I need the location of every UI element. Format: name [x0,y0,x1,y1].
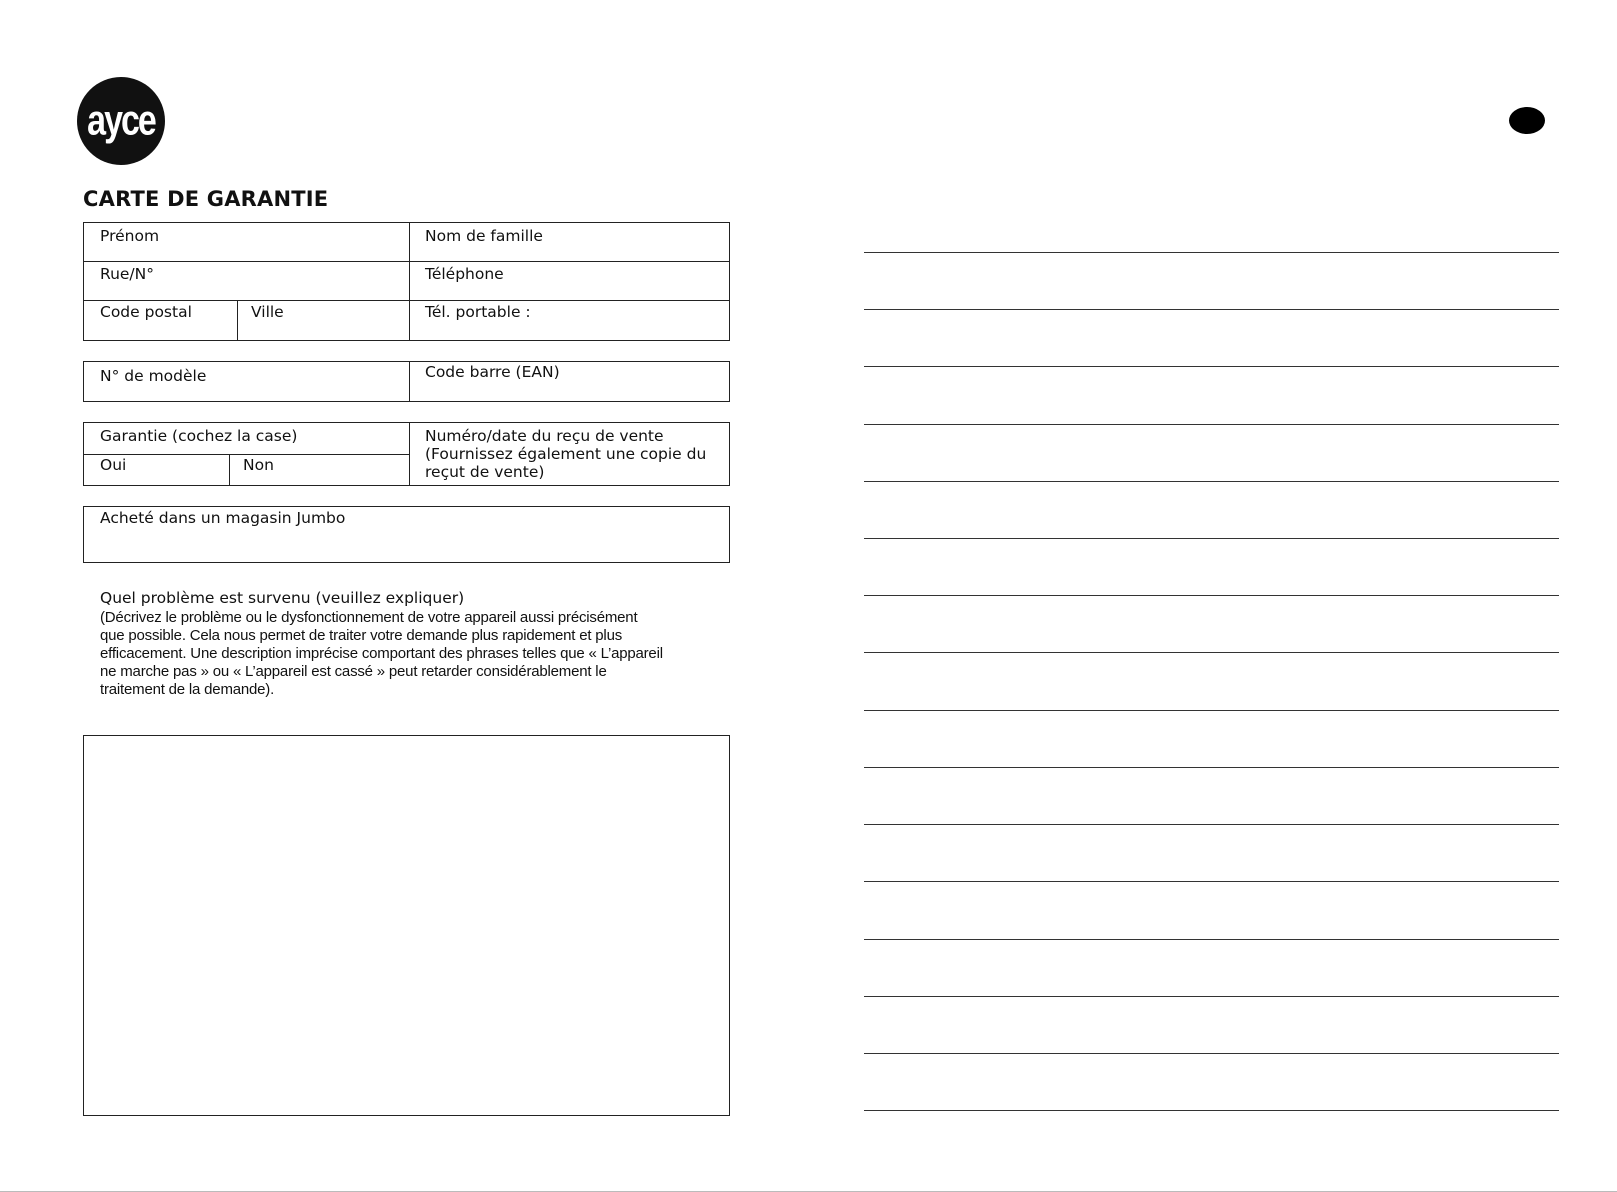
problem-title: Quel problème est survenu (veuillez expliquer) [100,589,465,607]
writing-line[interactable] [864,710,1559,711]
personal-info-table [83,222,730,341]
writing-line[interactable] [864,767,1559,768]
postal-code-field[interactable]: Code postal [100,303,192,321]
writing-line[interactable] [864,824,1559,825]
receipt-label-line2: (Fournissez également une copie du [425,445,707,463]
problem-description [100,609,720,699]
writing-line[interactable] [864,366,1559,367]
writing-line[interactable] [864,309,1559,310]
receipt-field[interactable] [425,427,706,481]
mobile-field[interactable]: Tél. portable : [425,303,531,321]
receipt-label-line3: reçut de vente) [425,463,545,481]
writing-line[interactable] [864,424,1559,425]
page-title: CARTE DE GARANTIE [83,187,329,211]
writing-line[interactable] [864,481,1559,482]
first-name-field[interactable]: Prénom [100,227,160,245]
receipt-label-line1: Numéro/date du reçu de vente [425,427,664,445]
barcode-field[interactable]: Code barre (EAN) [425,363,560,381]
problem-description-line: que possible. Cela nous permet de traiter votre demande plus rapidement et plus [100,627,623,644]
writing-line[interactable] [864,996,1559,997]
writing-line[interactable] [864,1053,1559,1054]
problem-description-line: ne marche pas » ou « L’appareil est cassé » peut retarder considérablement le [100,663,607,680]
writing-line[interactable] [864,538,1559,539]
warranty-no-checkbox[interactable]: Non [243,456,274,474]
store-field[interactable]: Acheté dans un magasin Jumbo [100,509,346,527]
writing-line[interactable] [864,252,1559,253]
logo-text: ayce [87,96,155,145]
problem-description-line: traitement de la demande). [100,681,275,698]
writing-line[interactable] [864,939,1559,940]
black-dot-marker [1509,107,1545,134]
problem-text-area[interactable] [83,735,730,1116]
last-name-field[interactable]: Nom de famille [425,227,543,245]
model-number-field[interactable]: N° de modèle [100,367,207,385]
ayce-logo [77,77,165,165]
city-field[interactable]: Ville [251,303,284,321]
writing-line[interactable] [864,881,1559,882]
writing-line[interactable] [864,1110,1559,1111]
warranty-yes-checkbox[interactable]: Oui [100,456,127,474]
street-field[interactable]: Rue/N° [100,265,155,283]
writing-line[interactable] [864,652,1559,653]
problem-description-line: (Décrivez le problème ou le dysfonctionnement de votre appareil aussi précisément [100,609,638,626]
writing-line[interactable] [864,595,1559,596]
problem-description-line: efficacement. Une description imprécise comportant des phrases telles que « L’appareil [100,645,663,662]
warranty-label: Garantie (cochez la case) [100,427,298,445]
phone-field[interactable]: Téléphone [425,265,504,283]
